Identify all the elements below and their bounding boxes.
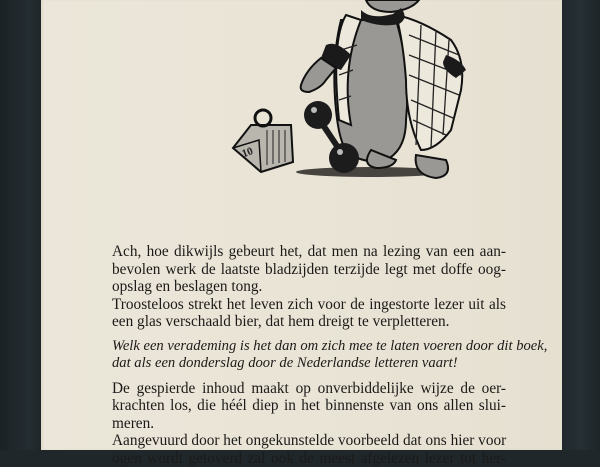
book-page: [41, 0, 562, 450]
dark-background-left: [0, 0, 42, 450]
paragraph-1: [112, 243, 506, 296]
svg-text:10: 10: [240, 145, 255, 160]
text-line: De gespierde inhoud maakt op onverbiddelijke wijze de oer-: [112, 380, 506, 398]
text-line: bevolen werk de laatste bladzijden terzijde legt met doffe oog-: [112, 261, 506, 279]
text-line: krachten los, die héél diep in het binnenste van ons allen slui-: [112, 397, 506, 415]
paragraph-2: [112, 296, 506, 331]
paragraph-italic-highlight: [112, 338, 506, 373]
text-line: Aangevuurd door het ongekunstelde voorbeeld dat ons hier voor: [112, 432, 506, 450]
paragraph-3: [112, 380, 506, 433]
dark-background-right: [561, 0, 600, 450]
bear-illustration: [221, 0, 471, 190]
text-line: Ach, hoe dikwijls gebeurt het, dat men na lezing van een aan-: [112, 243, 506, 261]
text-line: ogen wordt getoverd zal ook de meest afgelezen lezer tot her-: [112, 450, 506, 467]
body-text: [112, 243, 506, 467]
text-line: een glas verschaald bier, dat hem dreigt te verpletteren.: [112, 313, 506, 331]
text-line: dat als een donderslag door de Nederlandse letteren vaart!: [112, 355, 506, 373]
text-line: Troosteloos strekt het leven zich voor de ingestorte lezer uit als: [112, 296, 506, 314]
text-line: Welk een verademing is het dan om zich mee te laten voeren door dit boek,: [112, 338, 506, 356]
text-line: opslag en beslagen tong.: [112, 278, 506, 296]
text-line: meren.: [112, 415, 506, 433]
